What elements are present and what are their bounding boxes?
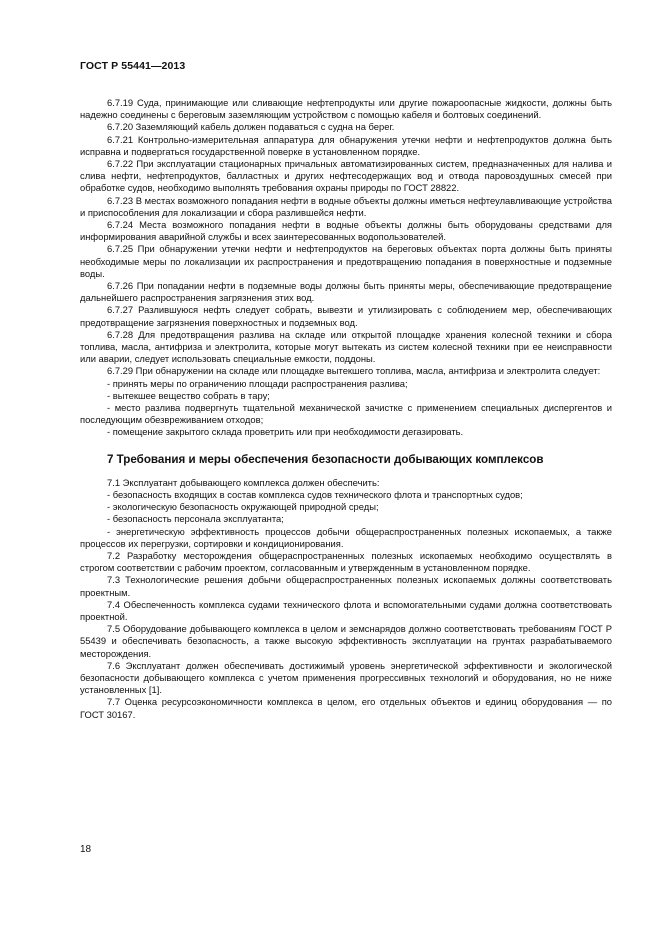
paragraph-7-7: 7.7 Оценка ресурсоэкономичности комплекса в целом, его отдельных объектов и единиц оборудования — по ГОСТ 30167. <box>80 696 612 720</box>
paragraph-6-7-23: 6.7.23 В местах возможного попадания нефти в водные объекты должны иметься нефтеулавливающие устройства и приспособления для локализации и сбора разлившейся нефти. <box>80 194 612 218</box>
paragraph-6-7-26: 6.7.26 При попадании нефти в подземные воды должны быть приняты меры, обеспечивающие предотвращение дальнейшего распространения загрязнения этих вод. <box>80 280 612 304</box>
paragraph-7-2: 7.2 Разработку месторождения общераспространенных полезных ископаемых необходимо осуществлять в строгом соответствии с рабочим проектом, согласованным и утвержденным в установленном порядке. <box>80 549 612 574</box>
list-item: - безопасность персонала эксплуатанта; <box>107 513 284 525</box>
paragraph-7-1: 7.1 Эксплуатант добывающего комплекса должен обеспечить: <box>107 476 380 488</box>
paragraph-6-7-27: 6.7.27 Разлившуюся нефть следует собрать, вывезти и утилизировать с соблюдением мер, обеспечивающих предотвращение загрязнения поверхностных и подземных вод. <box>80 304 612 328</box>
paragraph-6-7-25: 6.7.25 При обнаружении утечки нефти и нефтепродуктов на береговых объектах порта должны быть приняты необходимые меры по локализации их распространения и предотвращению попадания в поверхностные и подземные воды. <box>80 243 612 279</box>
list-item: - место разлива подвергнуть тщательной механической зачистке с применением специальных диспергентов и последующим обезвреживанием отходов; <box>80 402 612 426</box>
paragraph-6-7-20: 6.7.20 Заземляющий кабель должен подаваться с судна на берег. <box>107 121 395 133</box>
paragraph-6-7-22: 6.7.22 При эксплуатации стационарных причальных автоматизированных систем, предназначенных для налива и слива нефти, нефтепродуктов, балластных и других нефтесодержащих вод и отвода паровоздушных смесей при обработке судов, необходимо выполнять требования охраны природы по ГОСТ 28822. <box>80 158 612 194</box>
page-number: 18 <box>80 844 92 855</box>
paragraph-6-7-28: 6.7.28 Для предотвращения разлива на складе или открытой площадке хранения колесной техники и сбора топлива, масла, антифриза и электролита, которые могут вытекать из систем колесной техники при ее неисправности или аварии, следует использовать специальные емкости, поддоны. <box>80 328 612 365</box>
paragraph-6-7-21: 6.7.21 Контрольно-измерительная аппаратура для обнаружения утечки нефти и нефтепродуктов должна быть исправна и подвергаться государственной поверке в установленном порядке. <box>80 133 612 157</box>
list-item: - принять меры по ограничению площади распространения разлива; <box>107 377 408 389</box>
list-item: - экологическую безопасность окружающей природной среды; <box>107 501 379 513</box>
paragraph-7-3: 7.3 Технологические решения добычи общераспространенных полезных ископаемых должны соответствовать проектным. <box>80 574 612 598</box>
list-item: - помещение закрытого склада проветрить или при необходимости дегазировать. <box>107 426 464 438</box>
list-item: - вытекшее вещество собрать в тару; <box>107 389 270 401</box>
paragraph-6-7-19: 6.7.19 Суда, принимающие или сливающие нефтепродукты или другие пожароопасные жидкости, должны быть надежно соединены с береговым заземляющим устройством с помощью кабеля и болтовых соединений. <box>80 97 612 121</box>
list-item: - энергетическую эффективность процессов добычи общераспространенных полезных ископаемых, а также процессов их перегрузки, сортировки и кондиционирования. <box>80 525 612 549</box>
document-header: ГОСТ Р 55441—2013 <box>80 60 186 72</box>
paragraph-7-5: 7.5 Оборудование добывающего комплекса в целом и земснарядов должно соответствовать требованиям ГОСТ Р 55439 и обеспечивать безопасность, а также высокую эффективность эксплуатации на грунтах разрабатываемого месторождения. <box>80 623 612 659</box>
section-7-heading: 7 Требования и меры обеспечения безопасности добывающих комплексов <box>107 452 544 466</box>
paragraph-6-7-29: 6.7.29 При обнаружении на складе или площадке вытекшего топлива, масла, антифриза и электролита следует: <box>107 365 601 377</box>
paragraph-6-7-24: 6.7.24 Места возможного попадания нефти в водные объекты должны быть оборудованы средствами для информирования аварийной службы и всех заинтересованных водопользователей. <box>80 219 612 243</box>
document-body <box>80 97 612 721</box>
paragraph-7-4: 7.4 Обеспеченность комплекса судами технического флота и вспомогательными судами должна соответствовать проектной. <box>80 598 612 622</box>
paragraph-7-6: 7.6 Эксплуатант должен обеспечивать достижимый уровень энергетической эффективности и экологической безопасности добывающего комплекса с учетом применения прогрессивных технологий и оборудования, но не ниже установленных [1]. <box>80 659 612 696</box>
list-item: - безопасность входящих в состав комплекса судов технического флота и транспортных судов; <box>107 488 523 500</box>
